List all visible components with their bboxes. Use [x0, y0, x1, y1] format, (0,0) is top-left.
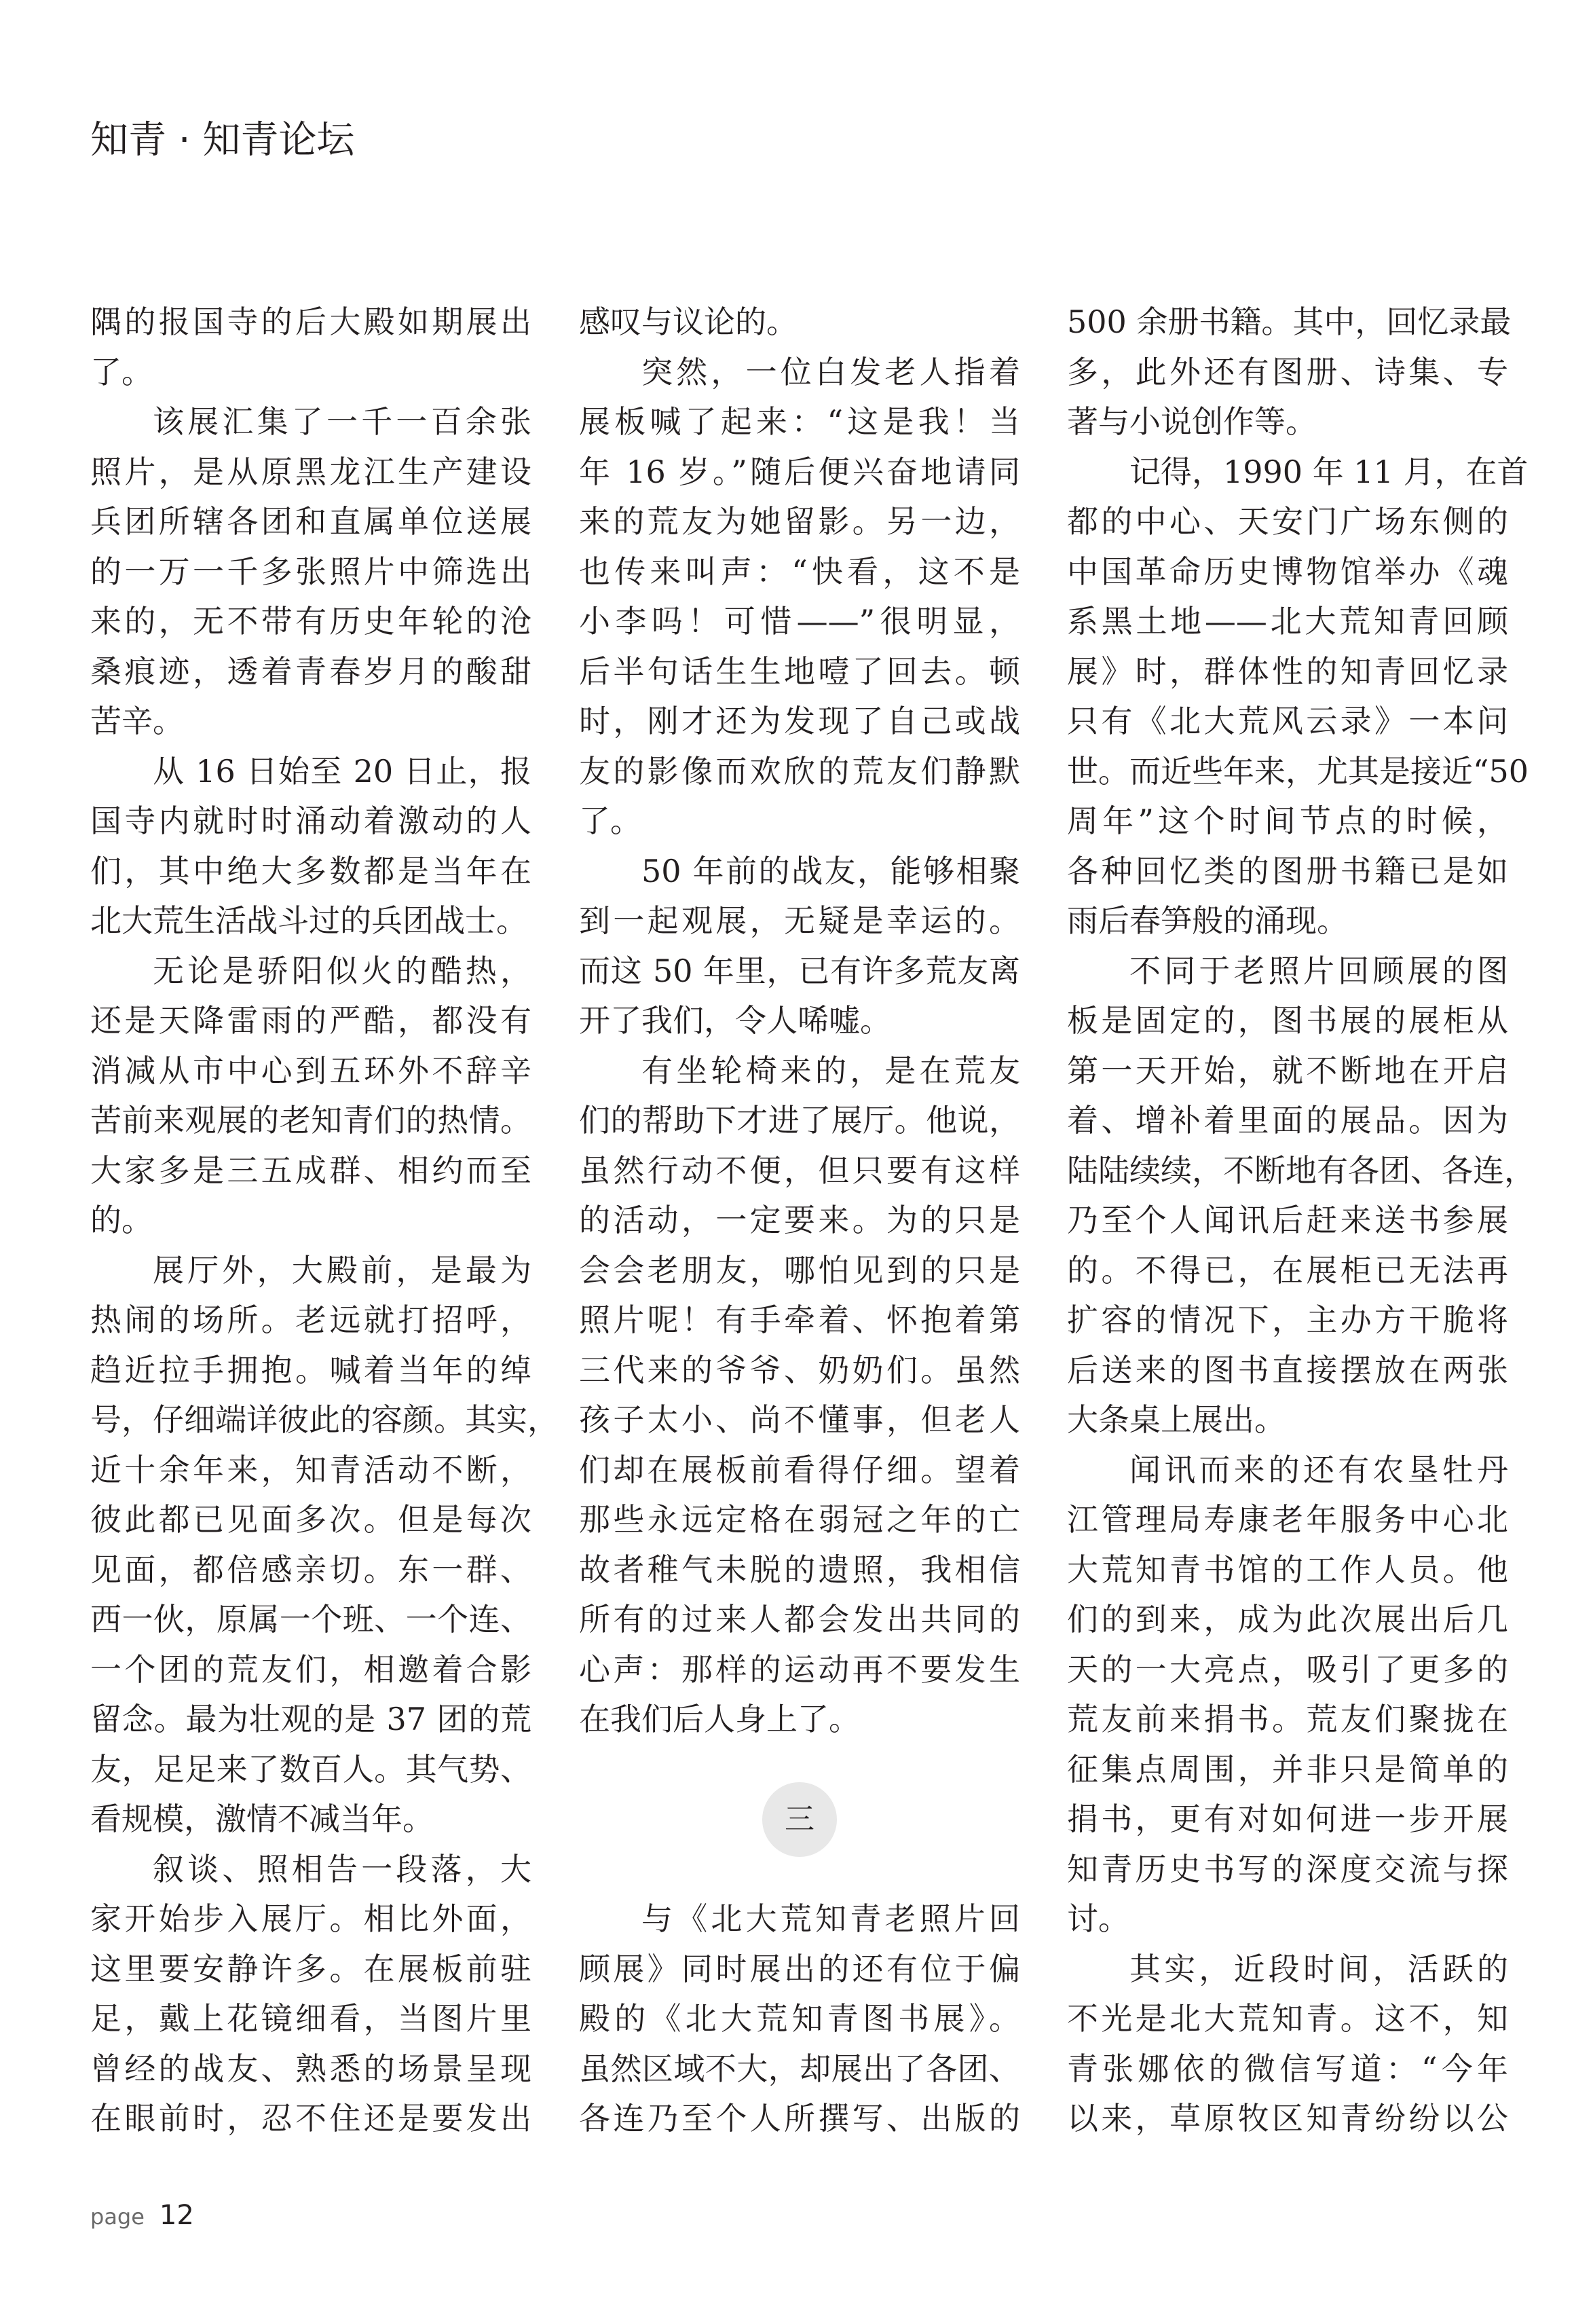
text-line: 这里要安静许多。在展板前驻 [90, 1950, 531, 1987]
text-line: 故者稚气未脱的遗照，我相信 [579, 1551, 1020, 1588]
paragraph [579, 847, 1020, 1046]
paragraph [1067, 447, 1529, 946]
page-number: 12 [159, 2200, 194, 2231]
text-line: 江管理局寿康老年服务中心北 [1067, 1501, 1508, 1538]
text-line: 500 余册书籍。其中，回忆录最 [1067, 303, 1512, 340]
text-line: 闻讯而来的还有农垦牡丹 [1129, 1451, 1508, 1488]
text-line: 以来，草原牧区知青纷纷以公 [1067, 2100, 1508, 2137]
text-line: 北大荒生活战斗过的兵团战士。 [90, 902, 527, 939]
text-line: 们的帮助下才进了展厅。他说， [579, 1102, 1020, 1139]
text-line: 着、增补着里面的展品。因为 [1067, 1102, 1508, 1139]
text-line: 叙谈、照相告一段落，大 [153, 1850, 531, 1887]
text-line: 虽然行动不便，但只要有这样 [579, 1151, 1020, 1189]
text-line: 那些永远定格在弱冠之年的亡 [579, 1501, 1020, 1538]
text-line: 隅的报国寺的后大殿如期展出 [90, 303, 531, 340]
paragraph [90, 397, 531, 747]
text-line: 家开始步入展厅。相比外面， [90, 1900, 531, 1937]
text-line: 足，戴上花镜细看，当图片里 [90, 2000, 531, 2037]
running-head-title: 知青 · 知青论坛 [90, 118, 355, 162]
text-line: 中国革命历史博物馆举办《魂 [1067, 553, 1508, 590]
text-line: 捐书，更有对如何进一步开展 [1067, 1801, 1508, 1837]
text-line: 苦辛。 [90, 703, 184, 739]
text-line: 不同于老照片回顾展的图 [1129, 952, 1508, 989]
text-line: 彼此都已见面多次。但是每次 [90, 1501, 531, 1538]
text-line: 展》时，群体性的知青回忆录 [1067, 652, 1508, 690]
text-line: 了。 [90, 353, 153, 390]
text-line: 荒友前来捐书。荒友们聚拢在 [1067, 1701, 1508, 1737]
text-line: 青张娜依的微信写道：“今年 [1067, 2050, 1508, 2087]
text-line: 照片，是从原黑龙江生产建设 [90, 453, 531, 490]
text-line: 从 16 日始至 20 日止，报 [153, 752, 531, 790]
text-line: 的活动，一定要来。为的只是 [579, 1202, 1020, 1238]
text-line: 所有的过来人都会发出共同的 [579, 1601, 1020, 1638]
text-line: 板是固定的，图书展的展柜从 [1067, 1002, 1508, 1039]
text-line: 照片呢！有手牵着、怀抱着第 [579, 1302, 1020, 1338]
text-column-3 [1067, 297, 1535, 2144]
text-line: 的一万一千多张照片中筛选出 [90, 553, 531, 590]
text-line: 雨后春笋般的涌现。 [1067, 902, 1348, 939]
text-line: 扩容的情况下，主办方干脆将 [1067, 1302, 1508, 1338]
text-line: 到一起观展，无疑是幸运的。 [579, 902, 1020, 939]
text-line: 大荒知青书馆的工作人员。他 [1067, 1551, 1508, 1588]
text-line: 在我们后人身上了。 [579, 1701, 860, 1737]
text-line: 多，此外还有图册、诗集、专 [1067, 353, 1508, 390]
paragraph [90, 946, 531, 1246]
text-line: 第一天开始，就不断地在开启 [1067, 1052, 1508, 1089]
text-line: 不光是北大荒知青。这不，知 [1067, 2000, 1508, 2037]
section-number-badge: 三 [762, 1782, 837, 1857]
text-line: 开了我们，令人唏嘘。 [579, 1002, 891, 1039]
text-line: 会会老朋友，哪怕见到的只是 [579, 1251, 1020, 1289]
page-label: page [90, 2204, 145, 2230]
paragraph [90, 747, 531, 946]
text-line: 陆陆续续，不断地有各团、各连， [1067, 1151, 1535, 1189]
text-line: 友的影像而欢欣的荒友们静默 [579, 752, 1020, 790]
text-line: 们的到来，成为此次展出后几 [1067, 1601, 1508, 1638]
text-line: 友，足足来了数百人。其气势、 [90, 1750, 531, 1788]
text-line: 们，其中绝大多数都是当年在 [90, 852, 531, 889]
text-line: 与《北大荒知青老照片回 [641, 1900, 1020, 1937]
text-line: 讨。 [1067, 1900, 1129, 1937]
text-line: 虽然区域不大，却展出了各团、 [579, 2050, 1020, 2087]
text-line: 西一伙，原属一个班、一个连、 [90, 1601, 531, 1638]
text-line: 大家多是三五成群、相约而至 [90, 1151, 531, 1189]
text-line: 展板喊了起来：“这是我！当 [579, 403, 1020, 440]
text-line: 来的，无不带有历史年轮的沧 [90, 603, 531, 640]
text-line: 见面，都倍感亲切。东一群、 [90, 1551, 531, 1588]
text-column-1 [90, 297, 559, 2144]
paragraph [1067, 1445, 1508, 1944]
text-line: 们却在展板前看得仔细。望着 [579, 1451, 1020, 1488]
text-line: 其实，近段时间，活跃的 [1129, 1950, 1508, 1987]
text-line: 苦前来观展的老知青们的热情。 [90, 1102, 531, 1139]
paragraph [579, 1894, 1020, 2144]
text-line: 著与小说创作等。 [1067, 403, 1317, 440]
text-line: 而这 50 年里，已有许多荒友离 [579, 952, 1020, 989]
text-line: 近十余年来，知青活动不断， [90, 1451, 531, 1488]
paragraph [90, 1246, 559, 1845]
text-line: 的。 [90, 1202, 153, 1238]
text-line: 只有《北大荒风云录》一本问 [1067, 703, 1508, 739]
text-line: 桑痕迹，透着青春岁月的酸甜 [90, 652, 531, 690]
text-line: 大条桌上展出。 [1067, 1401, 1286, 1438]
text-line: 小李吗！可惜——”很明显， [579, 603, 1020, 640]
text-line: 后送来的图书直接摆放在两张 [1067, 1351, 1508, 1388]
text-line: 有坐轮椅来的，是在荒友 [641, 1052, 1020, 1089]
paragraph [90, 1845, 531, 2144]
text-line: 征集点周围，并非只是简单的 [1067, 1750, 1508, 1788]
paragraph [1067, 297, 1512, 447]
paragraph [579, 297, 1020, 348]
text-line: 该展汇集了一千一百余张 [153, 403, 531, 440]
text-line: 突然，一位白发老人指着 [641, 353, 1020, 390]
text-line: 热闹的场所。老远就打招呼， [90, 1302, 531, 1338]
text-line: 孩子太小、尚不懂事，但老人 [579, 1401, 1020, 1438]
text-line: 还是天降雷雨的严酷，都没有 [90, 1002, 531, 1039]
text-line: 展厅外，大殿前，是最为 [153, 1251, 531, 1289]
text-line: 了。 [579, 803, 641, 839]
text-line: 年 16 岁。”随后便兴奋地请同 [579, 453, 1020, 490]
text-line: 看规模，激情不减当年。 [90, 1801, 434, 1837]
text-line: 都的中心、天安门广场东侧的 [1067, 503, 1508, 540]
text-line: 乃至个人闻讯后赶来送书参展 [1067, 1202, 1508, 1238]
text-line: 50 年前的战友，能够相聚 [641, 852, 1020, 889]
text-line: 的。不得已，在展柜已无法再 [1067, 1251, 1508, 1289]
paragraph [579, 1046, 1020, 1745]
text-line: 三代来的爷爷、奶奶们。虽然 [579, 1351, 1020, 1388]
text-line: 各种回忆类的图册书籍已是如 [1067, 852, 1508, 889]
text-line: 消减从市中心到五环外不辞辛 [90, 1052, 531, 1089]
text-line: 也传来叫声：“快看，这不是 [579, 553, 1020, 590]
text-line: 无论是骄阳似火的酷热， [153, 952, 531, 989]
text-line: 心声：那样的运动再不要发生 [579, 1650, 1020, 1688]
text-line: 国寺内就时时涌动着激动的人 [90, 803, 531, 839]
text-line: 感叹与议论的。 [579, 303, 798, 340]
text-column-2 [579, 297, 1020, 2144]
text-line: 趋近拉手拥抱。喊着当年的绰 [90, 1351, 531, 1388]
text-line: 兵团所辖各团和直属单位送展 [90, 503, 531, 540]
text-line: 在眼前时，忍不住还是要发出 [90, 2100, 531, 2137]
text-line: 一个团的荒友们，相邀着合影 [90, 1650, 531, 1688]
text-line: 天的一大亮点，吸引了更多的 [1067, 1650, 1508, 1688]
page-footer [90, 2200, 194, 2231]
text-line: 记得，1990 年 11 月，在首 [1129, 453, 1529, 490]
text-line: 后半句话生生地噎了回去。顿 [579, 652, 1020, 690]
text-line: 知青历史书写的深度交流与探 [1067, 1850, 1508, 1887]
paragraph [90, 297, 531, 397]
text-line: 周年”这个时间节点的时候， [1067, 803, 1508, 839]
text-line: 系黑土地——北大荒知青回顾 [1067, 603, 1508, 640]
text-line: 顾展》同时展出的还有位于偏 [579, 1950, 1020, 1987]
paragraph [579, 348, 1020, 847]
text-line: 世。而近些年来，尤其是接近“50 [1067, 752, 1529, 790]
text-line: 号，仔细端详彼此的容颜。其实， [90, 1401, 559, 1438]
text-line: 各连乃至个人所撰写、出版的 [579, 2100, 1020, 2137]
text-line: 殿的《北大荒知青图书展》。 [579, 2000, 1020, 2037]
paragraph [1067, 1944, 1508, 2144]
text-line: 来的荒友为她留影。另一边， [579, 503, 1020, 540]
text-line: 曾经的战友、熟悉的场景呈现 [90, 2050, 531, 2087]
text-line: 留念。最为壮观的是 37 团的荒 [90, 1701, 531, 1737]
section-divider [579, 1745, 1020, 1895]
paragraph [1067, 946, 1535, 1445]
text-line: 时，刚才还为发现了自己或战 [579, 703, 1020, 739]
